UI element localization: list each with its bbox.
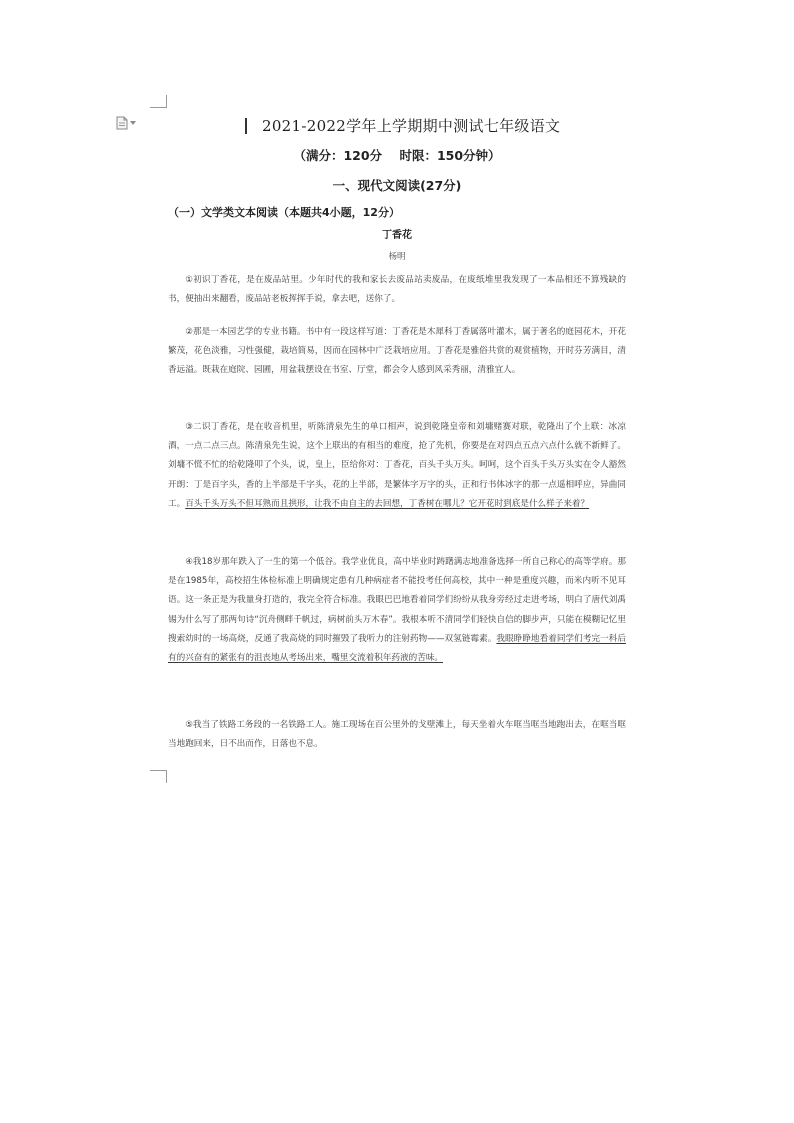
margin-corner-mark-top [150, 95, 167, 108]
paragraph-text: ②那是一本园艺学的专业书籍。书中有一段这样写道：丁香花是木犀科丁香属落叶灌木，属于著名的庭园花木，开花繁茂，花色淡雅，习性强健，栽培简易，因而在园林中广泛栽培应用。丁香花是雅俗共赏的观赏植物，开时芬芳满目，清香远溢。既栽在庭院、园圃，用盆栽摆设在书室、厅堂，都会令人感到风采秀丽，清雅宜人。 [168, 327, 626, 376]
margin-corner-mark-bottom [150, 770, 167, 783]
paragraph-1 [168, 271, 626, 309]
paragraph-3 [168, 418, 626, 514]
underlined-sentence: 百头千头万头不但耳熟而且拱形，让我不由自主的去回想，丁香树在哪儿？它开花时到底是什么样子来着？ [185, 498, 590, 509]
paragraph-text: ④我18岁那年跌入了一生的第一个低谷。我学业优良，高中毕业时踌躇满志地准备选择一所自己称心的高等学府。那是在1985年，高校招生体检标准上明确规定患有几种病症者不能投考任何高校，其中一种是重度兴趣，而米内听不见耳语。这一条正是为我量身打造的，我完全符合标准。我眼巴巴地看着同学们纷纷从我身旁经过走进考场，明白了唐代刘禹锡为什么写了那两句诗“沉舟侧畔千帆过，病树前头万木春”。我根本听不清同学们轻快自信的脚步声，只能在模糊记忆里搜索幼时的一场高烧，反通了我高烧的同时摧毁了我听力的注射药物——双氢链霉素。 [168, 557, 626, 644]
part-heading: （一）文学类文本阅读（本题共4小题，12分） [168, 206, 400, 219]
section-heading: 一、现代文阅读(27分) [332, 178, 462, 193]
page-title: 2021-2022学年上学期期中测试七年级语文 [262, 117, 561, 135]
paragraph-text: ①初识丁香花，是在废品站里。少年时代的我和家长去废品站卖废品，在废纸堆里我发现了一本品相还不算残缺的书，便抽出来翻看，废品站老板挥挥手说，拿去吧，送你了。 [168, 275, 626, 305]
paragraph-4 [168, 553, 626, 668]
chevron-down-icon [130, 121, 136, 125]
exam-info: （满分：120分 时限：150分钟） [293, 148, 501, 163]
paragraph-text: ⑤我当了铁路工务段的一名铁路工人。施工现场在百公里外的戈壁滩上，每天坐着火车哐当哐当地跑出去，在哐当哐当地跑回来，日不出而作，日落也不息。 [168, 720, 626, 750]
text-cursor [245, 118, 247, 134]
paragraph-5 [168, 716, 626, 754]
document-menu-icon [116, 116, 128, 130]
document-menu-button[interactable] [116, 116, 142, 130]
paragraph-text: ③二识丁香花，是在收音机里，听陈清泉先生的单口相声，说到乾隆皇帝和刘墉赌赛对联，乾隆出了个上联：冰凉酒，一点二点三点。陈清泉先生说，这个上联出的有相当的难度，抢了先机，你要是在对四点五点六点什么就不新鲜了。刘墉不慌不忙的给乾隆叩了个头，说，皇上，臣给你对：丁香花，百头千头万头。呵呵，这个百头千头万头实在令人豁然开朗：丁是百字头，香的上半部是千字头，花的上半部，是繁体字万字的头，正和行书体冰字的那一点遥相呼应，异曲同工。 [168, 422, 626, 509]
paragraph-2 [168, 323, 626, 381]
underlined-sentence: 我眼睁睁地看着同学们考完一科后有的兴奋有的紧张有的沮丧地从考场出来，嘴里交流着积年药液的苦味。 [168, 633, 626, 664]
article-author: 杨明 [388, 252, 406, 262]
article-title: 丁香花 [382, 230, 412, 241]
